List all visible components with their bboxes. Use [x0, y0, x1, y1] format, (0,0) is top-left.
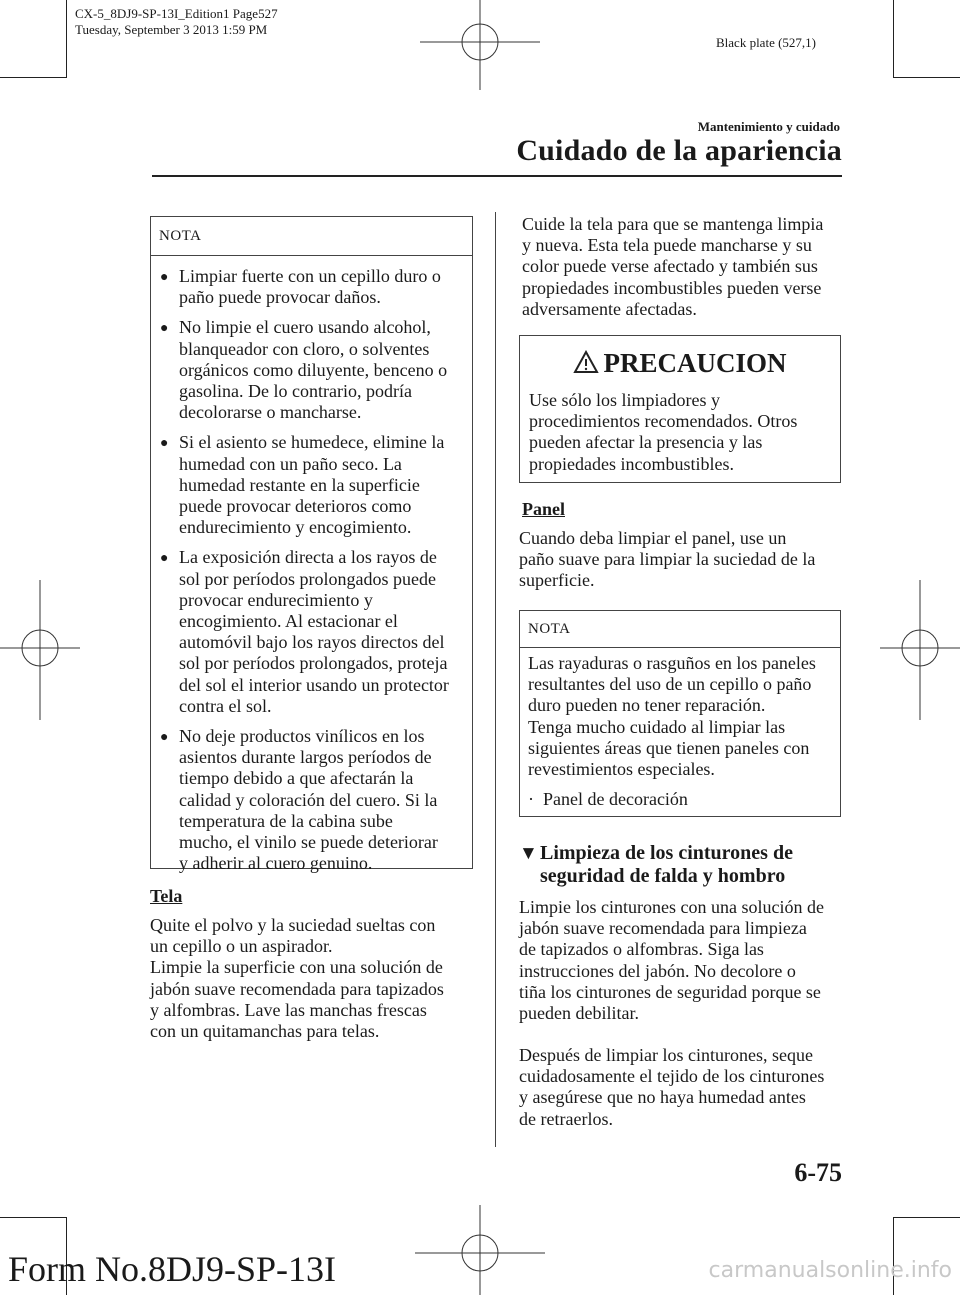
note-heading: NOTA	[151, 217, 472, 256]
note-text: Las rayaduras o rasguños en los paneles resultantes del uso de un cepillo o paño duro pueden no tener reparación. Tenga mucho cuidado al limpiar las siguientes áreas que tienen paneles con revestimientos especiales.	[528, 653, 816, 780]
bullet-icon: ●	[160, 436, 169, 452]
list-item-text: No limpie el cuero usando alcohol, blanqueador con cloro, o solventes orgánicos como diluyente, benceno o gasolina. De lo contrario, podría decolorarse o mancharse.	[179, 317, 448, 423]
crop-mark	[0, 77, 66, 78]
bullet-icon: ●	[160, 730, 169, 746]
list-item	[151, 266, 472, 308]
header-rule	[152, 175, 842, 177]
tela-text: Quite el polvo y la suciedad sueltas con un cepillo o un aspirador. Limpie la superficie con una solución de jabón suave recomendada para tapizados y alfombras. Lave las manchas frescas con un quitamanchas para telas.	[150, 915, 444, 1042]
tela-heading: Tela	[150, 886, 183, 906]
note-list-item	[520, 780, 840, 810]
bullet-icon: ●	[160, 551, 169, 567]
list-item	[151, 726, 472, 874]
list-item	[151, 547, 472, 717]
note-box-right	[519, 610, 841, 817]
panel-text: Cuando deba limpiar el panel, use un paño suave para limpiar la suciedad de la superficie.	[519, 528, 816, 591]
panel-heading: Panel	[522, 499, 565, 519]
watermark: carmanualsonline.info	[708, 1258, 952, 1283]
belt-text-1: Limpie los cinturones con una solución de jabón suave recomendada para limpieza de tapizados o alfombras. Siga las instrucciones del jabón. No decolore o tiña los cinturones de seguridad porque se pueden debilitar.	[519, 897, 824, 1024]
caution-title: PRECAUCION	[603, 348, 787, 378]
crop-mark	[893, 0, 894, 78]
column-divider	[495, 212, 496, 1147]
caution-box	[519, 335, 841, 483]
plate-label: Black plate (527,1)	[716, 35, 816, 50]
form-number: Form No.8DJ9-SP-13I	[8, 1249, 337, 1289]
warning-triangle-icon	[573, 350, 599, 374]
date-line: Tuesday, September 3 2013 1:59 PM	[75, 22, 268, 37]
caution-title-row	[520, 336, 840, 386]
page-number: 6-75	[794, 1158, 842, 1187]
crop-mark	[894, 1217, 960, 1218]
list-item	[151, 317, 472, 423]
bullet-icon: ●	[160, 270, 169, 285]
note-list-item-text: Panel de decoración	[543, 789, 688, 810]
crop-mark	[66, 0, 67, 78]
note-heading: NOTA	[520, 611, 840, 648]
list-item-text: Si el asiento se humedece, elimine la humedad con un paño seco. La humedad restante en la superficie puede provocar deterioros como endurecimiento y encogimiento.	[179, 432, 445, 538]
list-item	[151, 432, 472, 538]
registration-mark-right	[880, 580, 960, 720]
crop-mark	[0, 1217, 66, 1218]
crop-mark	[894, 77, 960, 78]
registration-mark-left	[0, 580, 80, 720]
note-box-left	[150, 216, 473, 874]
bullet-icon: ●	[160, 321, 169, 337]
file-line: CX-5_8DJ9-SP-13I_Edition1 Page527	[75, 6, 278, 21]
fabric-intro-text: Cuide la tela para que se mantenga limpia y nueva. Esta tela puede mancharse y su color puede verse afectado y también sus propiedades incombustibles pueden verse adversamente afectadas.	[522, 214, 824, 319]
registration-mark-bottom	[415, 1205, 545, 1295]
down-triangle-icon: ▼	[519, 843, 538, 864]
section-big-title: Cuidado de la apariencia	[516, 134, 842, 167]
list-item-text: No deje productos vinílicos en los asientos durante largos períodos de tiempo debido a que afectarán la calidad y coloración del cuero. Si la temperatura de la cabina sube mucho, el vinilo se puede deteriorar y adherir al cuero genuino.	[179, 726, 438, 874]
belt-heading-row	[519, 842, 849, 888]
crop-mark	[893, 1217, 894, 1295]
belt-text-2: Después de limpiar los cinturones, seque cuidadosamente el tejido de los cinturones y asegúrese que no haya humedad antes de retraerlos.	[519, 1045, 825, 1129]
list-item-text: La exposición directa a los rayos de sol por períodos prolongados puede provocar endurecimiento y encogimiento. Al estacionar el automóvil bajo los rayos directos del sol por períodos prolongados, proteja del sol el interior usando un protector contra el sol.	[179, 547, 449, 716]
small-bullet-icon: ·	[528, 789, 534, 810]
file-info	[75, 6, 278, 38]
registration-mark-top	[420, 0, 540, 90]
list-item-text: Limpiar fuerte con un cepillo duro o paño puede provocar daños.	[179, 266, 441, 308]
section-small-title: Mantenimiento y cuidado	[697, 119, 840, 134]
belt-heading: Limpieza de los cinturones de seguridad de falda y hombro	[540, 842, 793, 887]
note-list	[151, 256, 472, 874]
caution-text: Use sólo los limpiadores y procedimientos recomendados. Otros pueden afectar la presencia y las propiedades incombustibles.	[529, 390, 798, 474]
